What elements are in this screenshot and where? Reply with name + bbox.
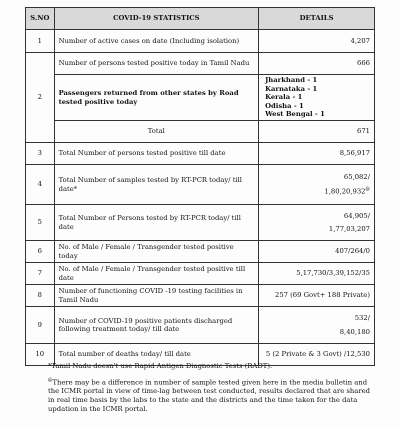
value-till-date: 1,77,03,207 bbox=[328, 225, 370, 233]
table-row bbox=[26, 53, 375, 75]
state-item: Jharkhand - 1 bbox=[265, 76, 318, 85]
row-label: Number of persons tested positive today in Tamil Nadu bbox=[54, 53, 258, 75]
value-till-date: 8,40,180 bbox=[339, 327, 370, 336]
row-value: 671 bbox=[259, 121, 375, 143]
row-value bbox=[259, 205, 375, 241]
row-value bbox=[259, 165, 375, 205]
row-label: Number of functioning COVID -19 testing facilities in Tamil Nadu bbox=[54, 285, 258, 307]
row-sno: 8 bbox=[26, 285, 55, 307]
row-label: Passengers returned from other states by Road tested positive today bbox=[54, 75, 258, 121]
row-label: Number of COVID-19 positive patients discharged following treatment today/ till date bbox=[54, 307, 258, 344]
state-list bbox=[259, 75, 375, 121]
table-row bbox=[26, 30, 375, 53]
at-mark: @ bbox=[48, 378, 53, 383]
header-stats: COVID-19 STATISTICS bbox=[54, 8, 258, 30]
row-label: Number of active cases on date (Including isolation) bbox=[54, 30, 258, 53]
row-value: 4,207 bbox=[259, 30, 375, 53]
value-till-date-number: 1,80,20,932 bbox=[324, 187, 366, 196]
row-sno: 4 bbox=[26, 165, 55, 205]
row-value: 5 (2 Private & 3 Govt) /12,530 bbox=[259, 344, 375, 366]
at-mark: @ bbox=[365, 187, 370, 193]
row-value: 8,56,917 bbox=[259, 143, 375, 165]
state-item: West Bengal - 1 bbox=[265, 110, 325, 119]
row-label: Total number of deaths today/ till date bbox=[54, 344, 258, 366]
header-sno: S.NO bbox=[26, 8, 55, 30]
row-label: Total Number of persons tested positive till date bbox=[54, 143, 258, 165]
footnote-icmr bbox=[48, 378, 370, 414]
row-sno: 7 bbox=[26, 263, 55, 285]
table-row bbox=[26, 165, 375, 205]
row-sno: 10 bbox=[26, 344, 55, 366]
table-row bbox=[26, 307, 375, 344]
table-row bbox=[26, 263, 375, 285]
footnote-radt: *Tamil Nadu doesn't use Rapid Antigen Diagnostic Tests (RADT). bbox=[48, 362, 273, 370]
table-row bbox=[26, 143, 375, 165]
state-item: Odisha - 1 bbox=[265, 101, 304, 110]
state-item: Karnataka - 1 bbox=[265, 84, 318, 93]
table-row bbox=[26, 205, 375, 241]
row-sno: 2 bbox=[26, 53, 55, 143]
row-value: 257 (69 Govt+ 188 Private) bbox=[259, 285, 375, 307]
value-today: 64,905/ bbox=[343, 211, 370, 220]
row-sno: 5 bbox=[26, 205, 55, 241]
row-sno: 9 bbox=[26, 307, 55, 344]
row-label: No. of Male / Female / Transgender tested positive till date bbox=[54, 263, 258, 285]
footnote-icmr-text: There may be a difference in number of sample tested given here in the media bulletin and the ICMR portal in view of time-lag between test conducted, results declared that are shared in real time basis by the labs to the state and the districts and the time taken for the data updation in the ICMR portal. bbox=[48, 378, 370, 413]
row-sno: 6 bbox=[26, 241, 55, 263]
header-details: DETAILS bbox=[259, 8, 375, 30]
table-row bbox=[26, 241, 375, 263]
row-value: 407/264/0 bbox=[259, 241, 375, 263]
value-today: 532/ bbox=[354, 314, 370, 323]
row-value bbox=[259, 307, 375, 344]
row-label: Total Number of samples tested by RT-PCR today/ till date* bbox=[54, 165, 258, 205]
row-label: Total bbox=[54, 121, 258, 143]
table-header-row bbox=[26, 8, 375, 30]
row-sno: 1 bbox=[26, 30, 55, 53]
value-today: 65,082/ bbox=[343, 172, 370, 181]
row-label: No. of Male / Female / Transgender tested positive today bbox=[54, 241, 258, 263]
table-row bbox=[26, 75, 375, 121]
state-item: Kerala - 1 bbox=[265, 93, 303, 102]
table-row bbox=[26, 285, 375, 307]
value-till-date bbox=[263, 187, 370, 196]
row-value: 5,17,730/3,39,152/35 bbox=[259, 263, 375, 285]
row-label: Total Number of Persons tested by RT-PCR today/ till date bbox=[54, 205, 258, 241]
covid-statistics-table bbox=[25, 7, 375, 366]
table-row bbox=[26, 121, 375, 143]
row-sno: 3 bbox=[26, 143, 55, 165]
row-value: 666 bbox=[259, 53, 375, 75]
